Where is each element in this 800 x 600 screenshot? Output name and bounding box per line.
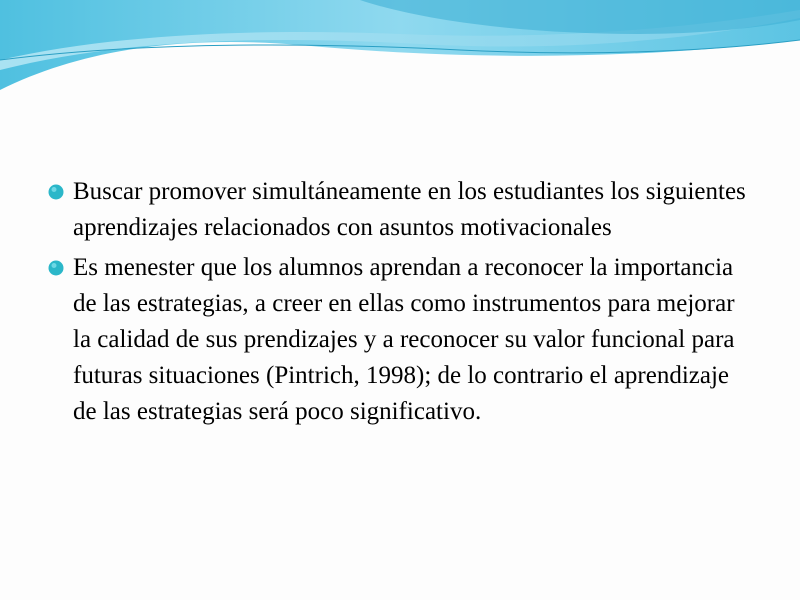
bullet-text: Buscar promover simultáneamente en los estudiantes los siguientes aprendizajes relacionados con asuntos motivacionales — [73, 178, 746, 241]
bullet-item-2 — [48, 250, 748, 430]
bullet-item-1 — [48, 174, 748, 246]
bullet-dot-icon — [48, 260, 64, 276]
bullet-text: Es menester que los alumnos aprendan a reconocer la importancia de las estrategias, a creer en ellas como instrumentos para mejorar la calidad de sus prendizajes y a reconocer su valor funcional para futuras situaciones (Pintrich, 1998); de lo contrario el aprendizaje de las estrategias será poco significativo. — [73, 254, 735, 425]
bullet-dot-icon — [48, 184, 64, 200]
bullet-list — [48, 174, 748, 434]
header-wave-decoration — [0, 0, 800, 100]
